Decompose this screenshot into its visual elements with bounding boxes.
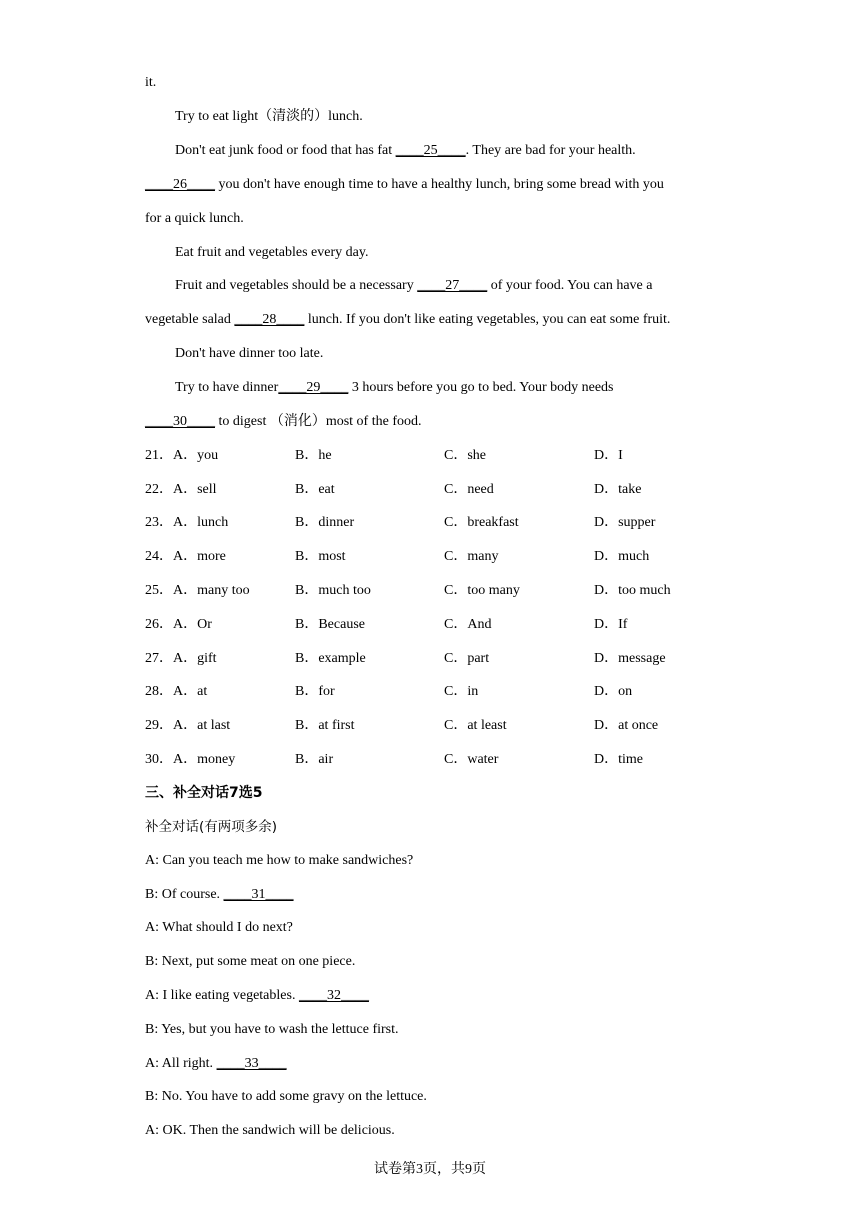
dialogue-line (145, 886, 294, 904)
dialogue-text: B: Yes, but you have to wash the lettuce first. (145, 1022, 399, 1037)
passage-text: lunch. If you don't like eating vegetables, you can eat some fruit. (304, 312, 671, 327)
tip-text: Don't have dinner too late. (175, 346, 324, 361)
passage-tip-heading (175, 345, 323, 363)
option-c[interactable]: C．part (444, 651, 490, 666)
passage-text: . They are bad for your health. (465, 143, 636, 158)
blank-30: ____30____ (145, 414, 215, 429)
option-b[interactable]: B．for (295, 684, 335, 699)
question-number: 21． (145, 448, 173, 463)
passage-text: vegetable salad (145, 312, 235, 327)
passage-text: Fruit and vegetables should be a necessary (175, 278, 418, 293)
option-c[interactable]: C．breakfast (444, 515, 519, 530)
option-a[interactable]: A．money (173, 752, 236, 767)
option-c[interactable]: C．she (444, 448, 486, 463)
question-21 (145, 447, 745, 465)
option-a[interactable]: A．you (173, 448, 219, 463)
section-title: 三、补全对话7选5 (145, 785, 263, 801)
option-a[interactable]: A．at (173, 684, 208, 699)
option-a[interactable]: A．more (173, 549, 226, 564)
question-number: 23． (145, 515, 173, 530)
option-c[interactable]: C．many (444, 549, 499, 564)
section-instruction: 补全对话(有两项多余) (145, 819, 278, 835)
option-b[interactable]: B．dinner (295, 515, 355, 530)
passage-line (145, 74, 156, 92)
option-d[interactable]: D．too much (594, 583, 671, 598)
option-a[interactable]: A．at last (173, 718, 231, 733)
option-b[interactable]: B．he (295, 448, 332, 463)
dialogue-line (145, 1122, 395, 1140)
tip-text: Eat fruit and vegetables every day. (175, 245, 369, 260)
question-22 (145, 481, 745, 499)
option-a[interactable]: A．many too (173, 583, 250, 598)
option-a[interactable]: A．Or (173, 617, 212, 632)
dialogue-line (145, 919, 293, 937)
passage-line (145, 176, 664, 194)
question-30 (145, 751, 745, 769)
dialogue-text: A: Can you teach me how to make sandwiches? (145, 853, 414, 868)
page-footer: 试卷第3页，共9页 (374, 1162, 486, 1177)
dialogue-text: B: Next, put some meat on one piece. (145, 954, 356, 969)
blank-33: ____33____ (216, 1056, 287, 1071)
passage-line (175, 142, 636, 160)
blank-29: ____29____ (278, 380, 349, 395)
passage-line (145, 311, 670, 329)
passage-text: you don't have enough time to have a healthy lunch, bring some bread with you (215, 177, 664, 192)
option-c[interactable]: C．water (444, 752, 499, 767)
option-b[interactable]: B．most (295, 549, 346, 564)
option-d[interactable]: D．message (594, 651, 666, 666)
option-c[interactable]: C．too many (444, 583, 520, 598)
dialogue-line (145, 1055, 287, 1073)
blank-31: ____31____ (223, 887, 294, 902)
question-25 (145, 582, 745, 600)
question-24 (145, 548, 745, 566)
option-d[interactable]: D．take (594, 482, 642, 497)
option-c[interactable]: C．in (444, 684, 479, 699)
passage-tip-heading (175, 244, 368, 262)
option-d[interactable]: D．I (594, 448, 623, 463)
tip-text: Try to eat light（清淡的）lunch. (175, 109, 363, 124)
question-number: 27． (145, 651, 173, 666)
question-27 (145, 650, 745, 668)
option-d[interactable]: D．at once (594, 718, 659, 733)
dialogue-line (145, 1088, 427, 1106)
option-a[interactable]: A．gift (173, 651, 217, 666)
option-d[interactable]: D．on (594, 684, 633, 699)
option-b[interactable]: B．at first (295, 718, 355, 733)
dialogue-text: A: I like eating vegetables. (145, 988, 299, 1003)
question-number: 22． (145, 482, 173, 497)
blank-25: ____25____ (395, 143, 466, 158)
passage-text: 3 hours before you go to bed. Your body needs (348, 380, 614, 395)
passage-line (145, 210, 244, 228)
dialogue-text: A: All right. (145, 1056, 217, 1071)
blank-27: ____27____ (417, 278, 488, 293)
passage-text: Don't eat junk food or food that has fat (175, 143, 396, 158)
option-b[interactable]: B．example (295, 651, 366, 666)
passage-line (175, 277, 652, 295)
option-c[interactable]: C．need (444, 482, 494, 497)
dialogue-text: B: No. You have to add some gravy on the lettuce. (145, 1089, 427, 1104)
option-d[interactable]: D．much (594, 549, 650, 564)
question-26 (145, 616, 745, 634)
blank-28: ____28____ (234, 312, 305, 327)
option-c[interactable]: C．at least (444, 718, 507, 733)
dialogue-line (145, 1021, 399, 1039)
blank-32: ____32____ (298, 988, 369, 1003)
option-c[interactable]: C．And (444, 617, 492, 632)
question-29 (145, 717, 745, 735)
question-number: 29． (145, 718, 173, 733)
question-number: 24． (145, 549, 173, 564)
option-d[interactable]: D．If (594, 617, 628, 632)
passage-text: of your food. You can have a (487, 278, 653, 293)
dialogue-text: B: Of course. (145, 887, 224, 902)
option-a[interactable]: A．lunch (173, 515, 229, 530)
option-b[interactable]: B．eat (295, 482, 335, 497)
option-b[interactable]: B．air (295, 752, 334, 767)
dialogue-line (145, 987, 369, 1005)
passage-text: for a quick lunch. (145, 211, 244, 226)
option-b[interactable]: B．much too (295, 583, 371, 598)
passage-line (175, 379, 614, 397)
question-23 (145, 514, 745, 532)
dialogue-text: A: OK. Then the sandwich will be delicious. (145, 1123, 395, 1138)
question-number: 30． (145, 752, 173, 767)
passage-text: it. (145, 75, 157, 90)
passage-text: Try to have dinner (175, 380, 279, 395)
passage-text: to digest （消化）most of the food. (215, 414, 422, 429)
question-number: 28． (145, 684, 173, 699)
dialogue-text: A: What should I do next? (145, 920, 293, 935)
option-a[interactable]: A．sell (173, 482, 217, 497)
option-b[interactable]: B．Because (295, 617, 365, 632)
option-d[interactable]: D．time (594, 752, 643, 767)
blank-26: ____26____ (145, 177, 215, 192)
question-28 (145, 683, 745, 701)
dialogue-line (145, 953, 355, 971)
question-number: 25． (145, 583, 173, 598)
passage-line (145, 413, 422, 431)
dialogue-line (145, 852, 413, 870)
passage-tip-heading (175, 108, 363, 126)
option-d[interactable]: D．supper (594, 515, 656, 530)
question-number: 26． (145, 617, 173, 632)
